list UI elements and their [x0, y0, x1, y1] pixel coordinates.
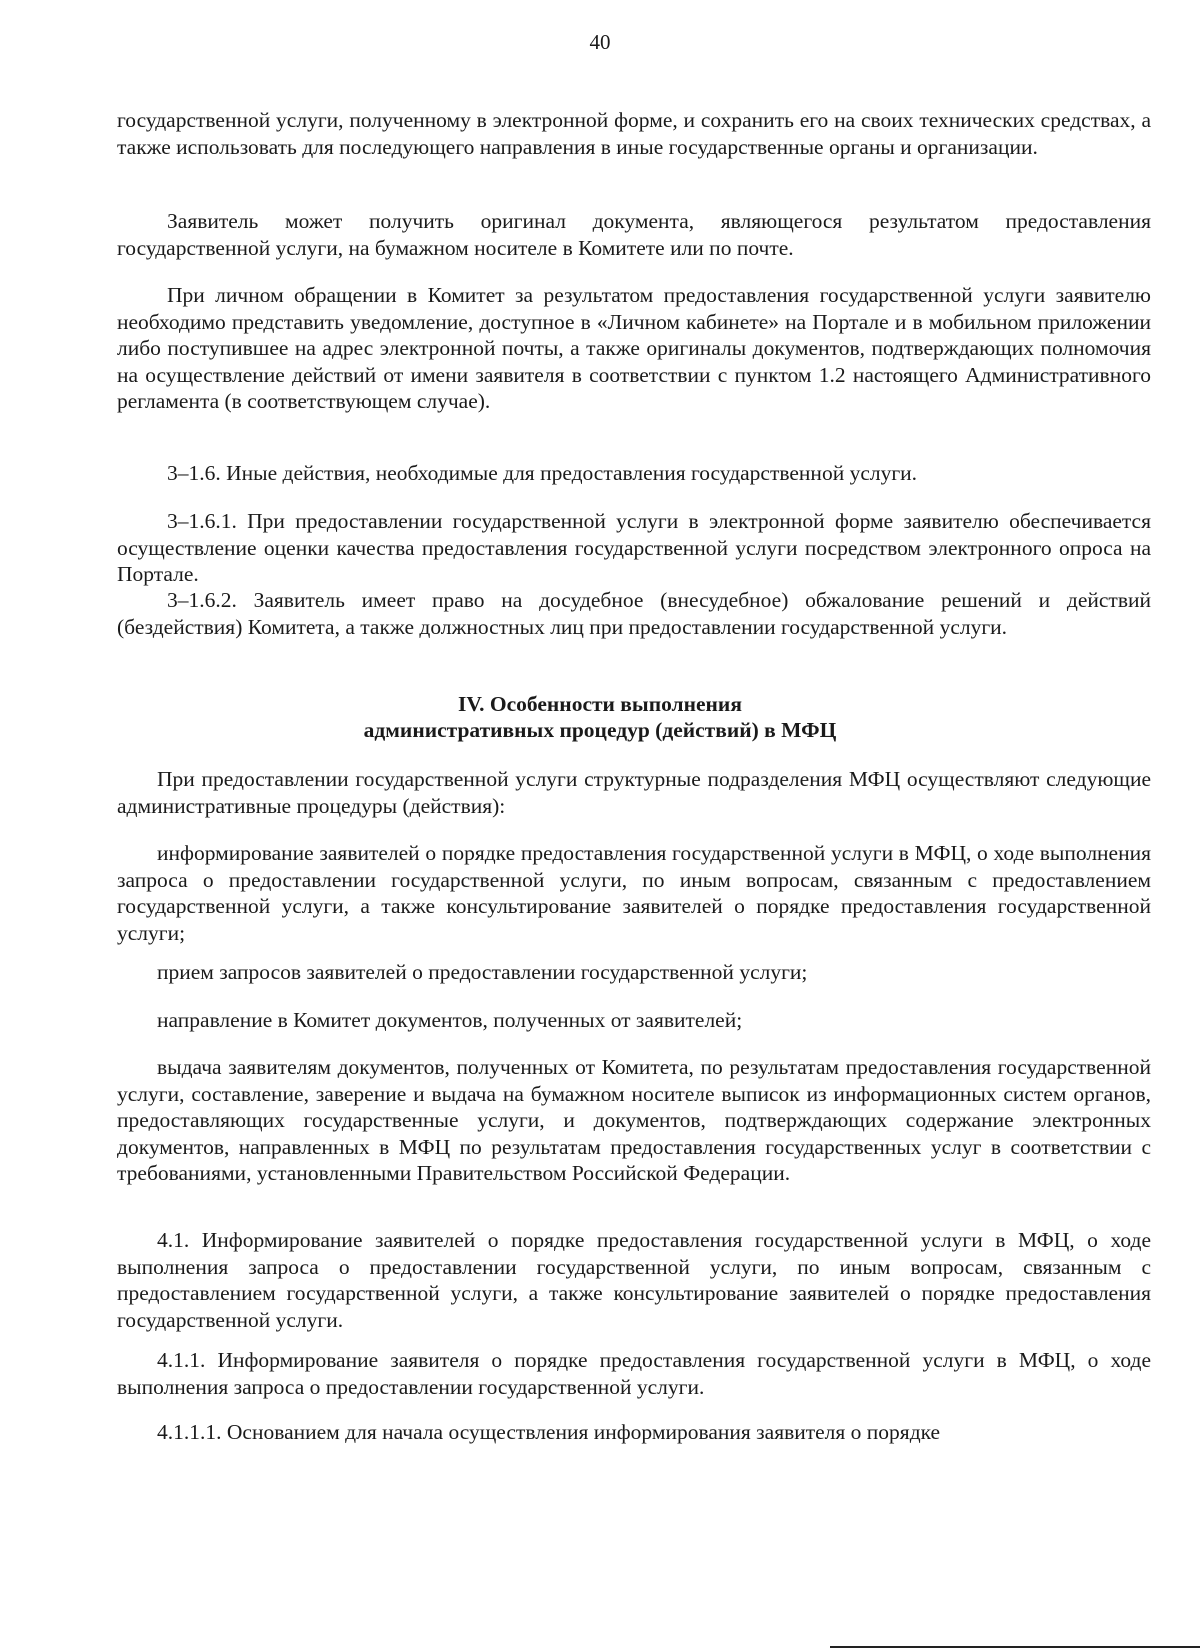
- paragraph-4-1-1-1: 4.1.1.1. Основанием для начала осуществления информирования заявителя о порядке: [157, 1420, 941, 1444]
- paragraph-personal-visit: При личном обращении в Комитет за результатом предоставления государственной услуги заявителю необходимо представить уведомление, доступное в «Личном кабинете» на Портале и в мобильном приложении либо поступившее на адрес электронной почты, а также оригиналы документов, подтверждающих полномочия на осуществление действий от имени заявителя в соответствии с пунктом 1.2 настоящего Административного регламента (в соответствующем случае).: [117, 283, 1151, 413]
- paragraph-3-1-6-2: 3–1.6.2. Заявитель имеет право на досудебное (внесудебное) обжалование решений и действий (бездействия) Комитета, а также должностных лиц при предоставлении государственной услуги.: [117, 588, 1151, 639]
- scan-edge-line: [830, 1646, 1200, 1648]
- list-item-sending: направление в Комитет документов, полученных от заявителей;: [157, 1008, 743, 1032]
- paragraph-4-1-1: 4.1.1. Информирование заявителя о порядке предоставления государственной услуги в МФЦ, о ходе выполнения запроса о предоставлении государственной услуги.: [117, 1348, 1151, 1399]
- list-item-issuance: выдача заявителям документов, полученных от Комитета, по результатам предоставления государственной услуги, составление, заверение и выдача на бумажном носителе выписок из информационных систем органов, предоставляющих государственные услуги, и документов, подтверждающих содержание электронных документов, направленных в МФЦ по результатам предоставления государственных услуг в соответствии с требованиями, установленными Правительством Российской Федерации.: [117, 1055, 1151, 1185]
- paragraph-continuation: государственной услуги, полученному в электронной форме, и сохранить его на своих технических средствах, а также использовать для последующего направления в иные государственные органы и организации.: [117, 108, 1151, 159]
- paragraph-3-1-6-1: 3–1.6.1. При предоставлении государственной услуги в электронной форме заявителю обеспечивается осуществление оценки качества предоставления государственной услуги посредством электронного опроса на Портале.: [117, 509, 1151, 586]
- list-item-reception: прием запросов заявителей о предоставлении государственной услуги;: [157, 960, 808, 984]
- section-heading-line-2: административных процедур (действий) в МФЦ: [363, 718, 837, 742]
- paragraph-4-1: 4.1. Информирование заявителей о порядке предоставления государственной услуги в МФЦ, о ходе выполнения запроса о предоставлении государственной услуги, по иным вопросам, связанным с предоставлением государственной услуги, а также консультирование заявителей о порядке предоставления государственной услуги.: [117, 1228, 1151, 1332]
- paragraph-mfc-procedures-intro: При предоставлении государственной услуги структурные подразделения МФЦ осуществляют следующие административные процедуры (действия):: [117, 767, 1151, 818]
- paragraph-3-1-6: 3–1.6. Иные действия, необходимые для предоставления государственной услуги.: [167, 461, 918, 485]
- page-number: 40: [589, 30, 611, 54]
- paragraph-original-document: Заявитель может получить оригинал документа, являющегося результатом предоставления государственной услуги, на бумажном носителе в Комитете или по почте.: [117, 209, 1151, 260]
- list-item-informing: информирование заявителей о порядке предоставления государственной услуги в МФЦ, о ходе выполнения запроса о предоставлении государственной услуги, по иным вопросам, связанным с предоставлением государственной услуги, а также консультирование заявителей о порядке предоставления государственной услуги;: [117, 841, 1151, 945]
- section-heading-line-1: IV. Особенности выполнения: [458, 692, 742, 716]
